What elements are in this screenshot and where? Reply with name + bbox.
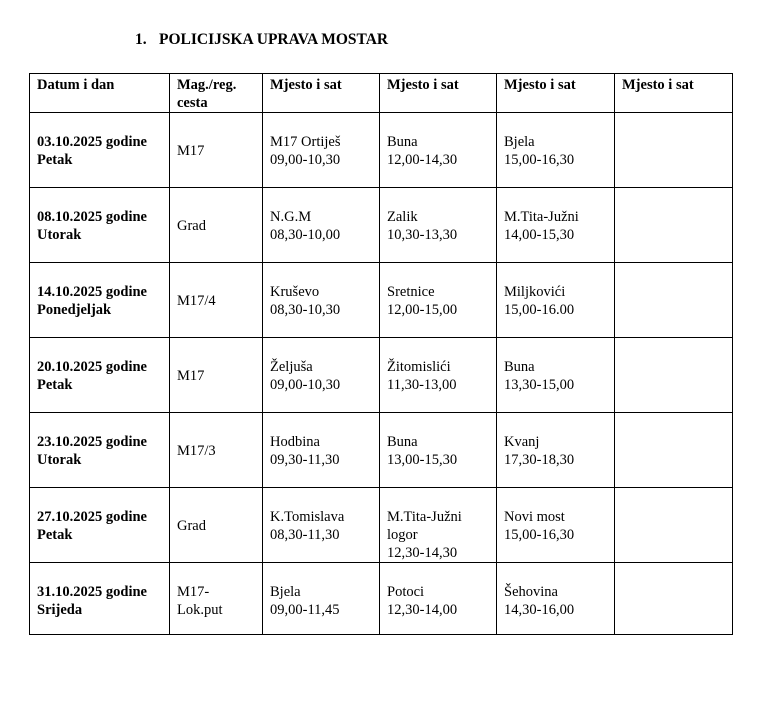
- road-cell: [170, 338, 263, 413]
- time-text: 15,00-16,30: [504, 527, 575, 543]
- time-text: 15,00-16.00: [504, 302, 575, 318]
- time-text: 09,00-10,30: [270, 377, 341, 393]
- date-cell: [30, 263, 170, 338]
- location-cell: [263, 188, 380, 263]
- empty-location-cell: [615, 263, 733, 338]
- time-text: 09,00-11,45: [270, 602, 340, 618]
- place-text: K.Tomislava: [270, 509, 345, 525]
- place-text: Željuša: [270, 359, 313, 375]
- time-text: 12,30-14,00: [387, 602, 458, 618]
- time-text: 12,00-14,30: [387, 152, 458, 168]
- road-cell: [170, 188, 263, 263]
- day-text: Srijeda: [37, 602, 83, 618]
- table-row: [30, 113, 733, 188]
- date-text: 08.10.2025 godine: [37, 209, 147, 225]
- time-text: 13,00-15,30: [387, 452, 458, 468]
- table-row: [30, 338, 733, 413]
- section-heading: [135, 31, 388, 49]
- road-text: M17: [177, 143, 205, 159]
- location-cell: [263, 413, 380, 488]
- place-text: Žitomislići: [387, 359, 451, 375]
- place-text: Novi most: [504, 509, 565, 525]
- place-text: Bjela: [270, 584, 301, 600]
- place-text: Kvanj: [504, 434, 540, 450]
- place-text: Sretnice: [387, 284, 435, 300]
- time-text: 13,30-15,00: [504, 377, 575, 393]
- location-cell: [380, 188, 497, 263]
- header-location-3: Mjesto i sat: [497, 74, 615, 113]
- place-text: M.Tita-Južni: [504, 209, 579, 225]
- empty-location-cell: [615, 488, 733, 563]
- time-text: 17,30-18,30: [504, 452, 575, 468]
- location-cell: [380, 113, 497, 188]
- date-cell: [30, 563, 170, 635]
- location-cell: [380, 338, 497, 413]
- place-text: Potoci: [387, 584, 425, 600]
- empty-location-cell: [615, 563, 733, 635]
- time-text: 08,30-10,30: [270, 302, 341, 318]
- time-text: 12,30-14,30: [387, 545, 458, 561]
- date-cell: [30, 188, 170, 263]
- place-text: Buna: [387, 434, 418, 450]
- time-text: 09,00-10,30: [270, 152, 341, 168]
- header-location-4: Mjesto i sat: [615, 74, 733, 113]
- location-cell: [263, 338, 380, 413]
- road-text: Grad: [177, 218, 206, 234]
- date-text: 03.10.2025 godine: [37, 134, 147, 150]
- date-cell: [30, 413, 170, 488]
- time-text: 15,00-16,30: [504, 152, 575, 168]
- day-text: Ponedjeljak: [37, 302, 112, 318]
- place-text: M.Tita-Južni: [387, 509, 462, 525]
- day-text: Petak: [37, 377, 73, 393]
- table-row: [30, 263, 733, 338]
- location-cell: [497, 263, 615, 338]
- date-text: 20.10.2025 godine: [37, 359, 147, 375]
- date-text: 14.10.2025 godine: [37, 284, 147, 300]
- place-text: Hodbina: [270, 434, 320, 450]
- road-cell: [170, 113, 263, 188]
- location-cell: [263, 263, 380, 338]
- time-text: 14,00-15,30: [504, 227, 575, 243]
- location-cell: [497, 113, 615, 188]
- date-cell: [30, 488, 170, 563]
- date-text: 31.10.2025 godine: [37, 584, 147, 600]
- table-row: [30, 413, 733, 488]
- road-text: M17/4: [177, 293, 216, 309]
- table-row: [30, 563, 733, 635]
- location-cell: [380, 563, 497, 635]
- place-text: Zalik: [387, 209, 418, 225]
- location-cell: [497, 338, 615, 413]
- table-row: [30, 188, 733, 263]
- place-text: Buna: [387, 134, 418, 150]
- location-cell: [497, 413, 615, 488]
- header-road: [170, 74, 263, 113]
- header-location-1: Mjesto i sat: [263, 74, 380, 113]
- time-text: 09,30-11,30: [270, 452, 340, 468]
- day-text: Petak: [37, 152, 73, 168]
- location-cell: [263, 113, 380, 188]
- day-text: Petak: [37, 527, 73, 543]
- header-date: Datum i dan: [30, 74, 170, 113]
- place-text: Kruševo: [270, 284, 320, 300]
- location-cell: [263, 563, 380, 635]
- schedule-table: [29, 73, 733, 635]
- empty-location-cell: [615, 338, 733, 413]
- table-row: [30, 488, 733, 563]
- time-text: 12,00-15,00: [387, 302, 458, 318]
- header-road-line1: Mag./reg.: [177, 77, 237, 93]
- place-text: M17 Ortiješ: [270, 134, 341, 150]
- road-cell: [170, 563, 263, 635]
- location-cell: [497, 563, 615, 635]
- date-cell: [30, 338, 170, 413]
- road-cell: [170, 488, 263, 563]
- time-text: 11,30-13,00: [387, 377, 457, 393]
- location-cell: [380, 413, 497, 488]
- section-number: 1.: [135, 31, 147, 48]
- place-text-extra: logor: [387, 527, 418, 543]
- time-text: 08,30-11,30: [270, 527, 340, 543]
- header-road-line2: cesta: [177, 95, 208, 111]
- road-text: M17/3: [177, 443, 216, 459]
- date-cell: [30, 113, 170, 188]
- place-text: Šehovina: [504, 584, 558, 600]
- empty-location-cell: [615, 413, 733, 488]
- table-header-row: [30, 74, 733, 113]
- location-cell: [263, 488, 380, 563]
- road-text-extra: Lok.put: [177, 602, 223, 618]
- location-cell: [497, 188, 615, 263]
- place-text: Bjela: [504, 134, 535, 150]
- time-text: 08,30-10,00: [270, 227, 341, 243]
- location-cell: [380, 263, 497, 338]
- road-text: Grad: [177, 518, 206, 534]
- date-text: 23.10.2025 godine: [37, 434, 147, 450]
- day-text: Utorak: [37, 452, 82, 468]
- road-text: M17: [177, 368, 205, 384]
- header-location-2: Mjesto i sat: [380, 74, 497, 113]
- date-text: 27.10.2025 godine: [37, 509, 147, 525]
- day-text: Utorak: [37, 227, 82, 243]
- place-text: Miljkovići: [504, 284, 566, 300]
- road-text: M17-: [177, 584, 210, 600]
- place-text: Buna: [504, 359, 535, 375]
- empty-location-cell: [615, 188, 733, 263]
- road-cell: [170, 413, 263, 488]
- section-title: POLICIJSKA UPRAVA MOSTAR: [159, 31, 389, 48]
- time-text: 10,30-13,30: [387, 227, 458, 243]
- time-text: 14,30-16,00: [504, 602, 575, 618]
- road-cell: [170, 263, 263, 338]
- empty-location-cell: [615, 113, 733, 188]
- location-cell: [497, 488, 615, 563]
- place-text: N.G.M: [270, 209, 312, 225]
- location-cell: [380, 488, 497, 563]
